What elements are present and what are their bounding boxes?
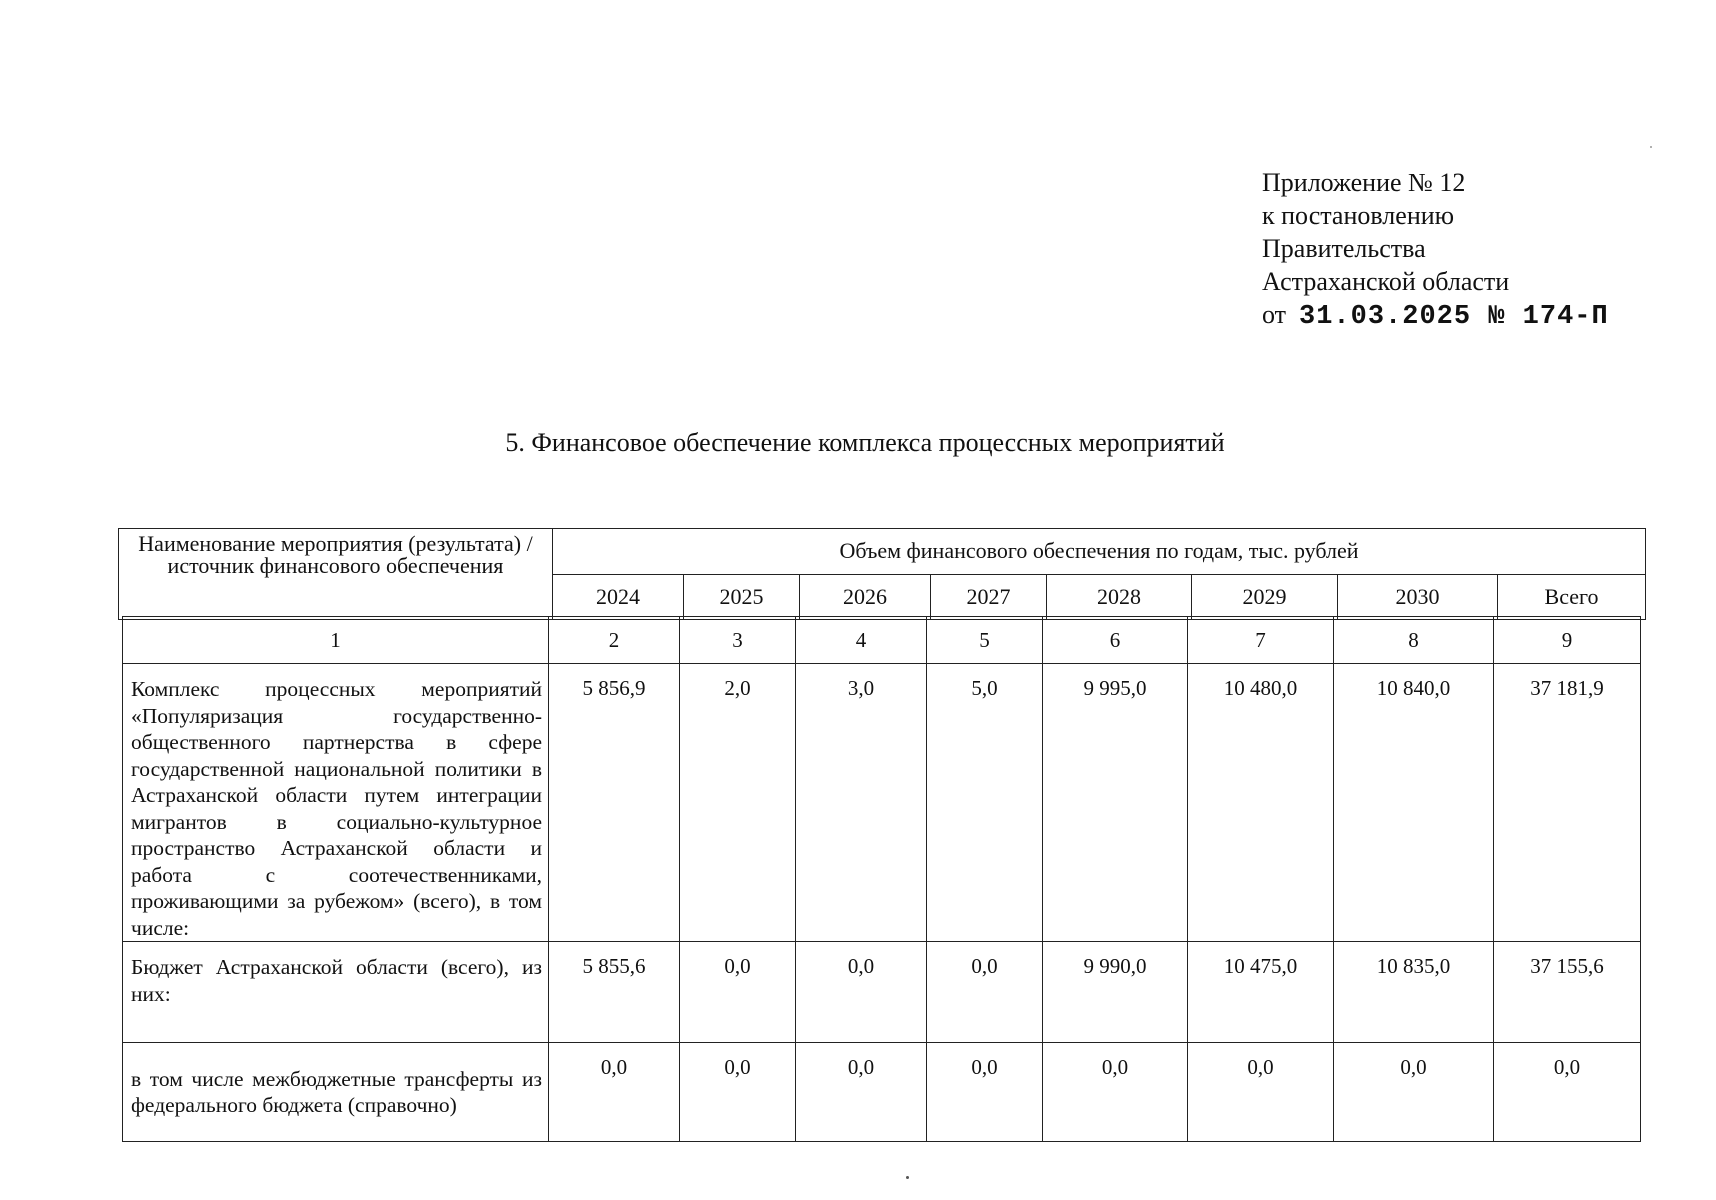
- table-header: [118, 528, 1646, 620]
- table-body: [122, 616, 1641, 1142]
- value-cell: 0,0: [680, 1043, 796, 1142]
- year-header: 2027: [931, 574, 1047, 620]
- column-number: 3: [680, 617, 796, 664]
- total-cell: 37 155,6: [1494, 942, 1641, 1043]
- column-number: 6: [1043, 617, 1188, 664]
- column-number: 4: [796, 617, 927, 664]
- column-number: 2: [549, 617, 680, 664]
- value-cell: 0,0: [1043, 1043, 1188, 1142]
- value-cell: 0,0: [1334, 1043, 1494, 1142]
- column-number: 1: [123, 617, 549, 664]
- row-name-cell: в том числе межбюджетные трансферты из федерального бюджета (справочно): [123, 1043, 549, 1142]
- section-title: 5. Финансовое обеспечение комплекса процессных мероприятий: [505, 428, 1225, 457]
- value-cell: 0,0: [549, 1043, 680, 1142]
- table-row: [123, 942, 1641, 1043]
- column-number: 8: [1334, 617, 1494, 664]
- year-header: 2028: [1047, 574, 1192, 620]
- scan-speck: [1650, 146, 1652, 148]
- annex-line-government: Правительства: [1262, 234, 1426, 263]
- year-header: 2025: [684, 574, 800, 620]
- row-name-cell: Комплекс процессных мероприятий «Популяризация государственно-общественного партнерства в сфере государственной национальной политики в Астраханской области путем интеграции мигрантов в социально-культурное пространство Астраханской области и работа с соотечественниками, проживающими за рубежом» (всего), в том числе:: [123, 664, 549, 942]
- year-header: 2029: [1192, 574, 1338, 620]
- annex-line-region: Астраханской области: [1262, 267, 1510, 296]
- value-cell: 10 480,0: [1188, 664, 1334, 942]
- value-cell: 2,0: [680, 664, 796, 942]
- annex-date-reference: 31.03.2025 № 174-П: [1299, 302, 1609, 332]
- column-number: 9: [1494, 617, 1641, 664]
- annex-line-date: [1262, 298, 1609, 334]
- value-cell: 10 475,0: [1188, 942, 1334, 1043]
- scan-speck: [906, 1176, 909, 1179]
- total-cell: 37 181,9: [1494, 664, 1641, 942]
- value-cell: 0,0: [680, 942, 796, 1043]
- column-header-name: Наименование мероприятия (результата) / источник финансового обеспечения: [119, 529, 553, 620]
- year-header: 2024: [553, 574, 684, 620]
- table-row: [123, 1043, 1641, 1142]
- value-cell: 5 856,9: [549, 664, 680, 942]
- value-cell: 0,0: [1188, 1043, 1334, 1142]
- annex-line-resolution: к постановлению: [1262, 201, 1455, 230]
- value-cell: 0,0: [927, 942, 1043, 1043]
- total-header: Всего: [1498, 574, 1646, 620]
- column-group-header: Объем финансового обеспечения по годам, тыс. рублей: [553, 529, 1646, 575]
- annex-date-prefix: от: [1262, 300, 1287, 329]
- total-cell: 0,0: [1494, 1043, 1641, 1142]
- value-cell: 10 840,0: [1334, 664, 1494, 942]
- row-name-cell: Бюджет Астраханской области (всего), из них:: [123, 942, 549, 1043]
- value-cell: 3,0: [796, 664, 927, 942]
- column-number: 7: [1188, 617, 1334, 664]
- value-cell: 9 990,0: [1043, 942, 1188, 1043]
- value-cell: 5 855,6: [549, 942, 680, 1043]
- value-cell: 5,0: [927, 664, 1043, 942]
- year-header: 2030: [1338, 574, 1498, 620]
- year-header: 2026: [800, 574, 931, 620]
- value-cell: 0,0: [796, 1043, 927, 1142]
- value-cell: 0,0: [927, 1043, 1043, 1142]
- value-cell: 9 995,0: [1043, 664, 1188, 942]
- column-number: 5: [927, 617, 1043, 664]
- annex-line-appendix: Приложение № 12: [1262, 168, 1466, 197]
- annex-block: [1262, 166, 1609, 334]
- value-cell: 10 835,0: [1334, 942, 1494, 1043]
- table-row: [123, 664, 1641, 942]
- column-number-row: [123, 617, 1641, 664]
- value-cell: 0,0: [796, 942, 927, 1043]
